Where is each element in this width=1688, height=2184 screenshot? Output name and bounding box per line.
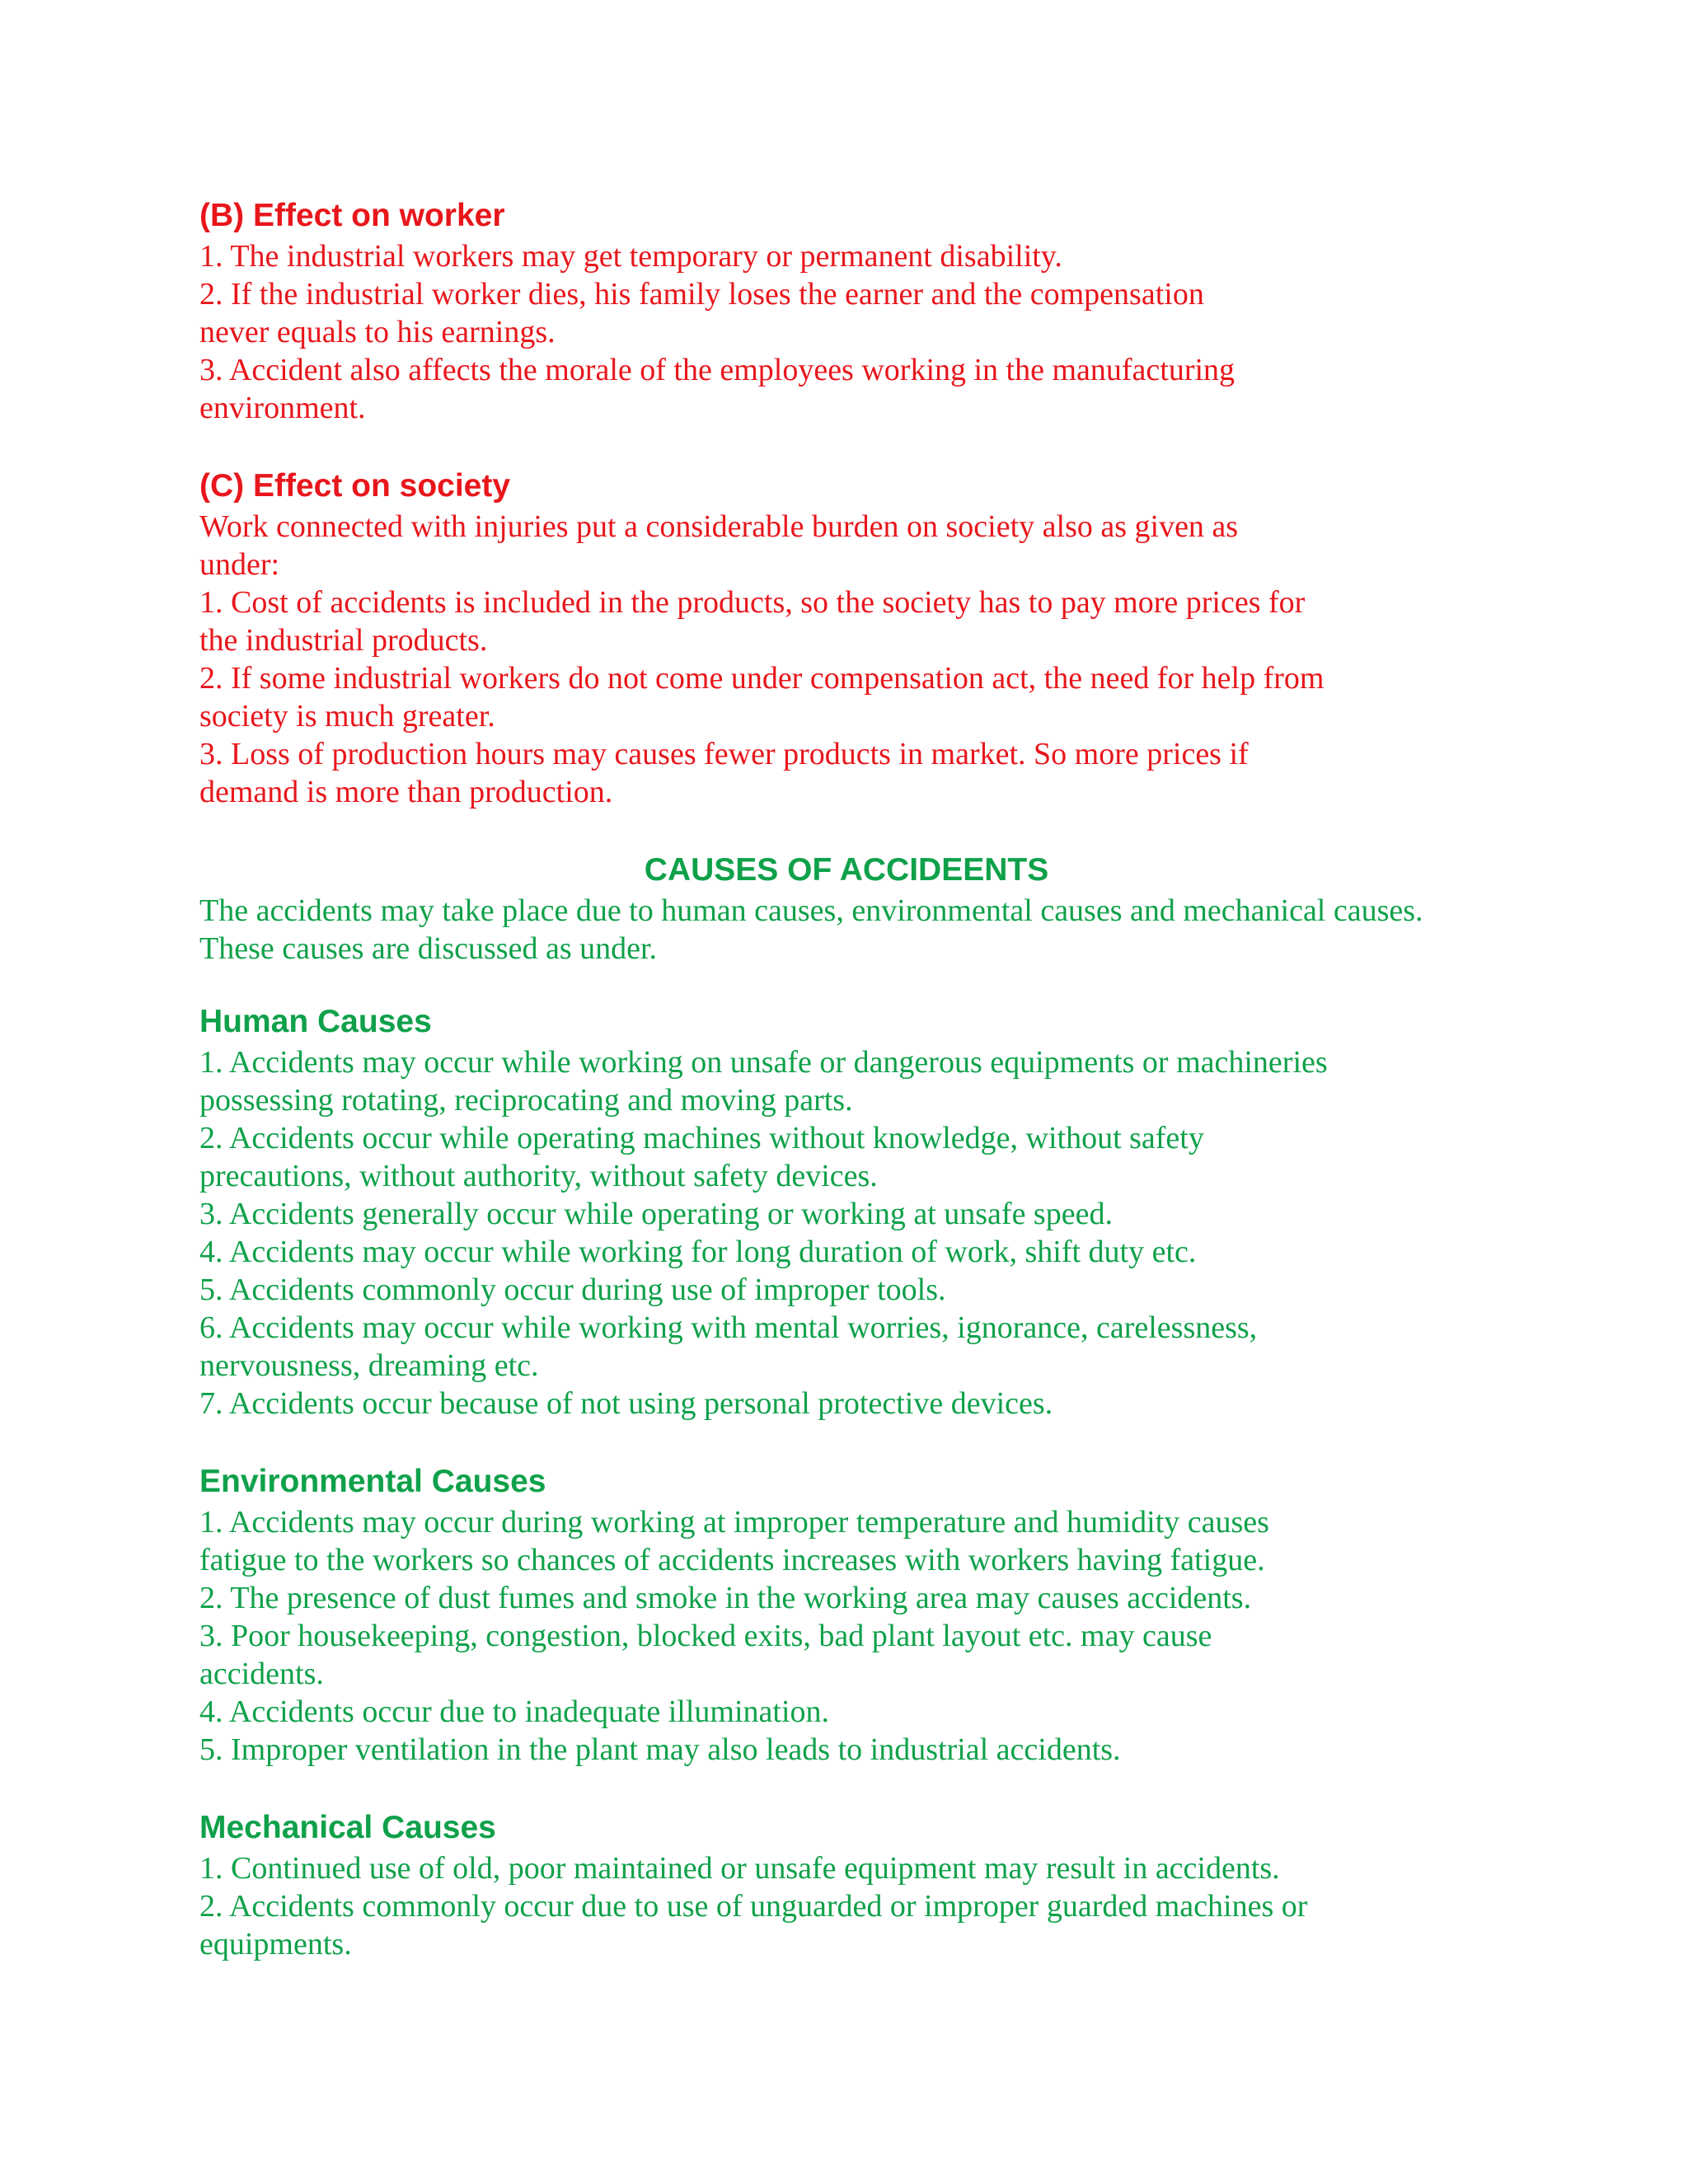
worker-point-1: 1. The industrial workers may get temporary or permanent disability. — [199, 239, 1062, 274]
environmental-cause-4: 4. Accidents occur due to inadequate illumination. — [199, 1694, 830, 1729]
worker-point-3: 3. Accident also affects the morale of the employees working in the manufacturing environment. — [199, 353, 1236, 425]
human-cause-2: 2. Accidents occur while operating machines without knowledge, without safety precautions, without authority, without safety devices. — [199, 1121, 1204, 1193]
effect-on-worker-heading: (B) Effect on worker — [199, 198, 505, 233]
mechanical-cause-2: 2. Accidents commonly occur due to use of unguarded or improper guarded machines or equipments. — [199, 1889, 1308, 1961]
mechanical-causes-section — [199, 1807, 1485, 1963]
human-cause-3: 3. Accidents generally occur while operating or working at unsafe speed. — [199, 1197, 1113, 1231]
human-cause-6: 6. Accidents may occur while working with mental worries, ignorance, carelessness, nervousness, dreaming etc. — [199, 1310, 1258, 1383]
environmental-cause-5: 5. Improper ventilation in the plant may also leads to industrial accidents. — [199, 1732, 1121, 1767]
effect-on-society-heading: (C) Effect on society — [199, 468, 511, 504]
environmental-cause-3: 3. Poor housekeeping, congestion, blocked exits, bad plant layout etc. may cause accidents. — [199, 1619, 1212, 1691]
human-cause-7: 7. Accidents occur because of not using personal protective devices. — [199, 1386, 1053, 1421]
human-causes-heading: Human Causes — [199, 1004, 432, 1039]
environmental-cause-1: 1. Accidents may occur during working at improper temperature and humidity causes fatigue to the workers so chances of accidents increases with workers having fatigue. — [199, 1505, 1269, 1577]
society-intro: Work connected with injuries put a considerable burden on society also as given as under: — [199, 509, 1239, 582]
causes-title: CAUSES OF ACCIDEENTS — [644, 852, 1049, 888]
effect-on-worker-section — [199, 194, 1485, 427]
causes-intro: The accidents may take place due to human causes, environmental causes and mechanical causes. These causes are discussed as under. — [199, 893, 1423, 966]
environmental-cause-2: 2. The presence of dust fumes and smoke in the working area may causes accidents. — [199, 1581, 1252, 1615]
mechanical-cause-1: 1. Continued use of old, poor maintained or unsafe equipment may result in accidents. — [199, 1851, 1280, 1886]
human-cause-1: 1. Accidents may occur while working on unsafe or dangerous equipments or machineries possessing rotating, reciprocating and moving parts. — [199, 1045, 1328, 1118]
worker-point-2: 2. If the industrial worker dies, his family loses the earner and the compensation never equals to his earnings. — [199, 277, 1204, 349]
causes-section — [199, 849, 1485, 968]
mechanical-causes-heading: Mechanical Causes — [199, 1810, 496, 1845]
effect-on-society-section — [199, 465, 1485, 811]
society-point-1: 1. Cost of accidents is included in the products, so the society has to pay more prices for the industrial products. — [199, 585, 1306, 658]
society-point-2: 2. If some industrial workers do not come under compensation act, the need for help from society is much greater. — [199, 661, 1325, 733]
page-content — [199, 194, 1485, 1963]
society-point-3: 3. Loss of production hours may causes fewer products in market. So more prices if demand is more than production. — [199, 737, 1249, 809]
human-cause-5: 5. Accidents commonly occur during use of improper tools. — [199, 1272, 946, 1307]
human-causes-section — [199, 1001, 1485, 1422]
environmental-causes-heading: Environmental Causes — [199, 1464, 546, 1499]
environmental-causes-section — [199, 1460, 1485, 1769]
human-cause-4: 4. Accidents may occur while working for long duration of work, shift duty etc. — [199, 1235, 1197, 1269]
